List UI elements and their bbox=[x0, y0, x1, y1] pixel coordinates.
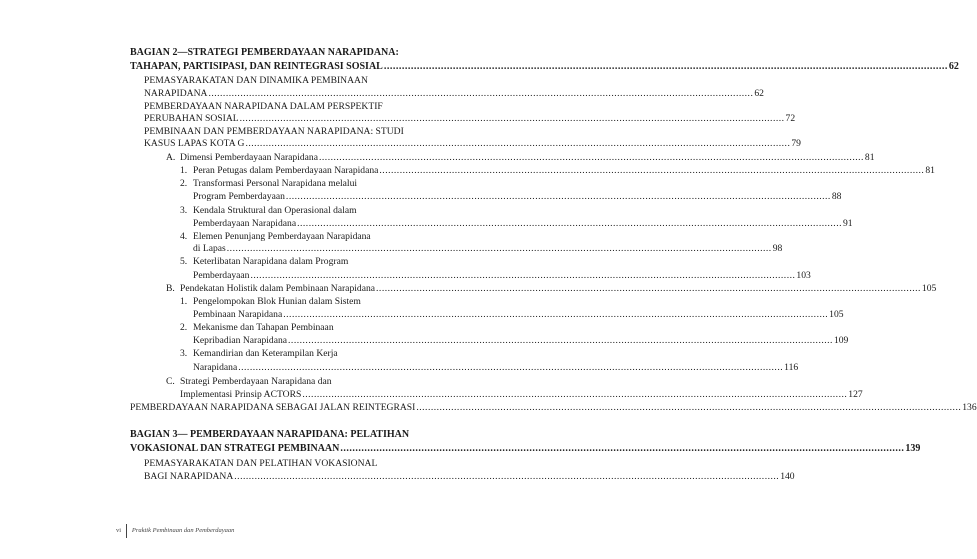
toc-entry-title: PEMASYARAKATAN DAN DINAMIKA PEMBINAAN bbox=[144, 75, 368, 86]
item-number: 2. bbox=[180, 178, 188, 189]
leader-dots bbox=[208, 88, 753, 100]
section-marker: B. bbox=[166, 283, 175, 294]
page-number: vi bbox=[116, 527, 122, 534]
leader-dots bbox=[319, 152, 864, 164]
toc-entry-1-line1 bbox=[144, 75, 368, 87]
item-page: 98 bbox=[772, 243, 783, 254]
leader-dots bbox=[376, 283, 921, 295]
item-text: Peran Petugas dalam Pemberdayaan Narapidana bbox=[193, 165, 379, 176]
item-title bbox=[180, 165, 378, 177]
item-text: Transformasi Personal Narapidana melalui bbox=[193, 178, 358, 189]
leader-dots bbox=[302, 389, 847, 401]
item-text: Kendala Struktural dan Operasional dalam bbox=[193, 205, 357, 216]
toc-entry-4-line1 bbox=[144, 458, 377, 470]
item-text: di Lapas bbox=[193, 243, 226, 254]
item-number: 5. bbox=[180, 256, 188, 267]
part-2-heading-line2[interactable] bbox=[130, 61, 959, 73]
toc-entry-title: PEMBERDAYAAN NARAPIDANA SEBAGAI JALAN REINTEGRASI bbox=[130, 402, 416, 413]
section-a-item-2-line2[interactable] bbox=[193, 191, 842, 203]
section-title: Strategi Pemberdayaan Narapidana dan bbox=[180, 376, 332, 387]
section-b-item-1-line2[interactable] bbox=[193, 309, 844, 321]
section-a-item-4-line2[interactable] bbox=[193, 243, 783, 255]
section-b-title bbox=[166, 283, 375, 295]
section-a-item-2-line1 bbox=[180, 178, 357, 190]
toc-entry-page: 62 bbox=[754, 88, 764, 99]
toc-entry-3-line2[interactable] bbox=[144, 138, 801, 150]
item-text: Keterlibatan Narapidana dalam Program bbox=[193, 256, 349, 267]
toc-entry-page: 140 bbox=[780, 471, 795, 482]
section-b-item-2-line1 bbox=[180, 322, 334, 334]
leader-dots bbox=[286, 191, 831, 203]
item-number: 1. bbox=[180, 296, 188, 307]
leader-dots bbox=[234, 471, 779, 483]
item-text: Mekanisme dan Tahapan Pembinaan bbox=[193, 322, 334, 333]
item-page: 91 bbox=[843, 218, 853, 229]
section-b-heading[interactable] bbox=[166, 283, 937, 295]
part-2-title-line1: BAGIAN 2—STRATEGI PEMBERDAYAAN NARAPIDANA: bbox=[130, 47, 399, 58]
leader-dots bbox=[384, 61, 948, 73]
section-a-title bbox=[166, 152, 318, 164]
leader-dots bbox=[240, 113, 785, 125]
toc-closing-entry[interactable] bbox=[130, 402, 977, 414]
item-page: 103 bbox=[796, 270, 811, 281]
toc-entry-title: BAGI NARAPIDANA bbox=[144, 471, 234, 482]
running-title: Praktik Pembinaan dan Pemberdayaan bbox=[131, 527, 235, 534]
item-title bbox=[180, 296, 361, 308]
item-text: Narapidana bbox=[193, 362, 238, 373]
item-title bbox=[180, 205, 357, 217]
part-3-heading-line1 bbox=[130, 429, 409, 441]
part-2-page: 62 bbox=[948, 61, 959, 72]
toc-entry-title: PEMBERDAYAAN NARAPIDANA DALAM PERSPEKTIF bbox=[144, 101, 383, 112]
section-c-page: 127 bbox=[848, 389, 863, 400]
toc-entry-title: PEMASYARAKATAN DAN PELATIHAN VOKASIONAL bbox=[144, 458, 378, 469]
leader-dots bbox=[245, 138, 790, 150]
item-text: Program Pemberdayaan bbox=[193, 191, 285, 202]
toc-entry-page: 72 bbox=[785, 113, 796, 124]
part-3-title-line2: VOKASIONAL DAN STRATEGI PEMBINAAN bbox=[130, 443, 340, 454]
section-a-item-4-line1 bbox=[180, 231, 371, 243]
item-page: 105 bbox=[829, 309, 844, 320]
section-marker: C. bbox=[166, 376, 175, 387]
item-page: 116 bbox=[784, 362, 799, 373]
item-title bbox=[180, 231, 371, 243]
leader-dots bbox=[283, 309, 828, 321]
section-b-item-1-line1 bbox=[180, 296, 361, 308]
item-title bbox=[180, 348, 338, 360]
leader-dots bbox=[250, 270, 795, 282]
footer-divider bbox=[126, 524, 127, 538]
leader-dots bbox=[288, 335, 833, 347]
section-b-page: 105 bbox=[921, 283, 937, 294]
item-title bbox=[180, 178, 357, 190]
item-title bbox=[180, 322, 334, 334]
section-a-item-3-line1 bbox=[180, 205, 357, 217]
toc-entry-2-line1 bbox=[144, 101, 383, 113]
item-text: Pengelompokan Blok Hunian dalam Sistem bbox=[193, 296, 361, 307]
section-a-heading[interactable] bbox=[166, 152, 875, 164]
part-2-heading-line1 bbox=[130, 47, 399, 59]
item-number: 2. bbox=[180, 322, 188, 333]
item-text: Kemandirian dan Keterampilan Kerja bbox=[193, 348, 338, 359]
item-text: Pemberdayaan bbox=[193, 270, 250, 281]
section-a-item-5-line2[interactable] bbox=[193, 270, 811, 282]
leader-dots bbox=[340, 443, 904, 455]
section-a-page: 81 bbox=[864, 152, 875, 163]
section-c-title bbox=[166, 376, 332, 388]
toc-entry-title: PERUBAHAN SOSIAL bbox=[144, 113, 239, 124]
leader-dots bbox=[379, 165, 924, 177]
section-b-item-2-line2[interactable] bbox=[193, 335, 849, 347]
section-title: Dimensi Pemberdayaan Narapidana bbox=[180, 152, 318, 163]
toc-entry-page: 79 bbox=[791, 138, 801, 149]
item-text: Kepribadian Narapidana bbox=[193, 335, 288, 346]
item-title bbox=[180, 256, 348, 268]
toc-entry-4-line2[interactable] bbox=[144, 471, 795, 483]
section-title: Pendekatan Holistik dalam Pembinaan Narapidana bbox=[180, 283, 376, 294]
section-c-heading-line2[interactable] bbox=[180, 389, 863, 401]
item-text: Elemen Penunjang Pemberdayaan Narapidana bbox=[193, 231, 371, 242]
leader-dots bbox=[227, 243, 772, 255]
item-page: 109 bbox=[833, 335, 849, 346]
toc-entry-page: 136 bbox=[962, 402, 977, 413]
toc-entry-1-line2[interactable] bbox=[144, 88, 764, 100]
toc-entry-3-line1 bbox=[144, 126, 404, 138]
section-c-heading-line1 bbox=[166, 376, 332, 388]
section-a-item-1[interactable] bbox=[180, 165, 935, 177]
toc-entry-title: NARAPIDANA bbox=[144, 88, 208, 99]
item-number: 3. bbox=[180, 348, 188, 359]
item-number: 4. bbox=[180, 231, 188, 242]
section-a-item-3-line2[interactable] bbox=[193, 218, 853, 230]
part-2-title-line2: TAHAPAN, PARTISIPASI, DAN REINTEGRASI SOSIAL bbox=[130, 61, 383, 72]
item-page: 81 bbox=[925, 165, 935, 176]
item-page: 88 bbox=[831, 191, 842, 202]
page-footer bbox=[116, 524, 234, 538]
leader-dots bbox=[238, 362, 783, 374]
section-marker: A. bbox=[166, 152, 176, 163]
item-number: 1. bbox=[180, 165, 188, 176]
part-3-title-line1: BAGIAN 3— PEMBERDAYAAN NARAPIDANA: PELATIHAN bbox=[130, 429, 410, 440]
leader-dots bbox=[297, 218, 842, 230]
part-3-page: 139 bbox=[905, 443, 921, 454]
section-b-item-3-line1 bbox=[180, 348, 338, 360]
item-text: Pemberdayaan Narapidana bbox=[193, 218, 297, 229]
item-number: 3. bbox=[180, 205, 188, 216]
item-text: Pembinaan Narapidana bbox=[193, 309, 283, 320]
leader-dots bbox=[416, 402, 961, 414]
section-b-item-3-line2[interactable] bbox=[193, 362, 799, 374]
section-a-item-5-line1 bbox=[180, 256, 348, 268]
part-3-heading-line2[interactable] bbox=[130, 443, 921, 455]
toc-entry-title: KASUS LAPAS KOTA G bbox=[144, 138, 245, 149]
toc-entry-2-line2[interactable] bbox=[144, 113, 796, 125]
toc-entry-title: PEMBINAAN DAN PEMBERDAYAAN NARAPIDANA: STUDI bbox=[144, 126, 404, 137]
section-title: Implementasi Prinsip ACTORS bbox=[180, 389, 302, 400]
